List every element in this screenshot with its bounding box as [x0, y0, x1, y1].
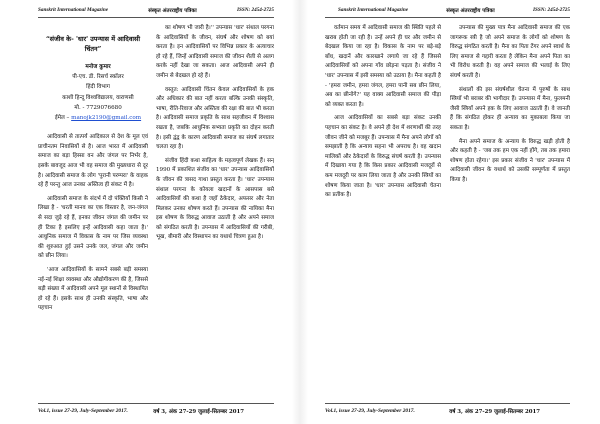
- paragraph: 'आज आदिवासियों के सामने सबसे बड़ी समस्या नई-नई शिक्षा व्यवस्था और औद्योगीकरण की है, जिससे बड़ी संख्या में आदिवासी अपने मूल स्थानों से विस्थापित हो रहे हैं। इसके साथ ही उनकी संस्कृति, भाषा और पहचान: [38, 266, 148, 312]
- text-column-left: [325, 24, 441, 400]
- page-footer: [38, 406, 274, 416]
- text-column-right: [450, 24, 570, 400]
- author-designation: पी-एच. डी. रिसर्च स्कॉलर: [72, 74, 124, 81]
- paragraph: का शोषण भी जारी है।'' उपन्यास 'धार' संथाल परगना के आदिवासियों के जीवन, संघर्ष और शोषण को बयां करता है। इन आदिवासियों पर विभिन्न प्रकार के अत्याचार हो रहे हैं, जिन्हें आदिवासी समाज की जीवन शैली से अलग करके नहीं देखा जा सकता। आज आदिवासी अपने ही जमीन से बेदखल हो रहे हैं।: [156, 25, 274, 79]
- author-mobile: मो. - 7729076680: [74, 104, 122, 111]
- author-block: [38, 62, 148, 123]
- paragraph: आदिवासी से तात्पर्य आदिकाल से देश के मूल एवं प्राचीनतम निवासियों से है। आज भारत में आदिवासी समाज का बड़ा हिस्सा वन और जंगल पर निर्भर है, इसके बावजूद आज भी वह समाज की मुख्यधारा से दूर है। आदिवासी समाज के लोग 'पुरानी परम्परा' के वाहक रहे हैं परन्तु आज उनका अस्तित्व ही संकट में है।: [38, 134, 148, 189]
- paragraph: आदिवासी समाज के संदर्भ में दो पंक्तियाँ किसी ने लिखा है - 'धरती मानव का एक विस्तार है, जन-जंगल से सदा जुड़े रहे हैं, इनका जीवन जंगल की जमीन पर ही टिका है इसलिए इन्हें आदिवासी कहा जाता है।' आधुनिक समाज में विकास के नाम पर जिस व्यवस्था की शुरुआत हुई उसने उनके जल, जंगल और जमीन को छीन लिया।: [38, 195, 148, 260]
- header-divider: [38, 17, 274, 18]
- paragraph: मैना अपने समाज के अन्याय के विरुद्ध खड़ी होती है और कहती है - 'जब तक हम एक नहीं होंगे, तब तक हमारा शोषण होता रहेगा।' इस प्रकार संजीव ने 'धार' उपन्यास में आदिवासी जीवन के यथार्थ को उसकी सम्पूर्णता में प्रस्तुत किया है।: [450, 138, 570, 183]
- text-column-left: [38, 24, 148, 400]
- issn-number: ISSN: 2454-2725: [532, 7, 570, 13]
- page-footer: [325, 406, 570, 416]
- issn-number: ISSN: 2454-2725: [236, 7, 274, 13]
- paragraph: संथालों की इस संघर्षशील चेतना में पुरुषों के साथ स्त्रियाँ भी बराबर की भागीदार हैं। उपन्यास में मैना, फुलमनी जैसी स्त्रियाँ अपने हक के लिए आवाज उठाती हैं। वे जानती हैं कि संगठित होकर ही अन्याय का मुकाबला किया जा सकता है।: [450, 86, 570, 131]
- journal-title-en: Sanskrit International Magazine: [338, 7, 409, 13]
- paragraph: उपन्यास की मुख्य पात्र मैना आदिवासी समाज की एक जागरूक स्त्री है जो अपने समाज के लोगों को शोषण के विरुद्ध संगठित करती है। मैना का पिता टेंगर अपने स्वार्थ के लिए समाज से गद्दारी करता है लेकिन मैना अपने पिता का भी विरोध करती है। वह अपने समाज की भलाई के लिए संघर्ष करती है।: [450, 25, 570, 79]
- page-header: [338, 5, 570, 15]
- article-title: “संजीव के- 'धार' उपन्यास में आदिवासी चिंतन”: [45, 35, 141, 53]
- journal-title-hi: संस्कृत अंतरराष्ट्रीय पत्रिका: [148, 8, 197, 14]
- page-header: [38, 5, 274, 15]
- email-label: ईमेल –: [54, 115, 72, 122]
- header-divider: [325, 17, 570, 18]
- journal-title-en: Sanskrit International Magazine: [38, 7, 109, 13]
- text-column-right: [156, 24, 274, 400]
- footer-divider: [325, 403, 570, 404]
- author-department: हिंदी विभाग: [86, 84, 110, 91]
- journal-title-hi: संस्कृत अंतरराष्ट्रीय पत्रिका: [446, 8, 495, 14]
- volume-issue-en: Vol.1, issue 27-29, July-September 2017.: [325, 408, 415, 414]
- volume-issue-en: Vol.1, issue 27-29, July-September 2017.: [38, 408, 128, 414]
- footer-divider: [38, 403, 274, 404]
- paragraph: आज आदिवासियों का सबसे बड़ा संकट उनकी पहचान का संकट है। वे अपने ही देश में शरणार्थी की तरह जीवन जीने को मजबूर हैं। उपन्यास में मैना अपने लोगों को समझाती है कि अन्याय सहना भी अपराध है। वह खदान मालिकों और ठेकेदारों के विरुद्ध संघर्ष करती है। उपन्यास में दिखाया गया है कि किस प्रकार आदिवासी मजदूरों से कम मजदूरी पर काम लिया जाता है और उनकी स्त्रियों का शोषण किया जाता है। 'धार' उपन्यास आदिवासी चेतना का प्रतीक है।: [325, 115, 441, 199]
- right-page: [300, 0, 600, 424]
- paragraph: वर्तमान समय में आदिवासी समाज की स्थिति पहले से खराब होती जा रही है। उन्हें अपने ही घर और जमीन से बेदखल किया जा रहा है। विकास के नाम पर बड़े-बड़े बाँध, खदानें और कारखाने लगाये जा रहे हैं जिससे आदिवासियों को अपना गाँव छोड़ना पड़ता है। संजीव ने 'धार' उपन्यास में इसी समस्या को उठाया है। मैना कहती है - 'हमरा जमीन, हमरा जंगल, हमरा पानी सब छीन लिया, अब का छीनोगे?' यह वाक्य आदिवासी समाज की पीड़ा को व्यक्त करता है।: [325, 25, 441, 108]
- volume-issue-hi: वर्ष 3, अंक 27-29 जुलाई-सितम्बर 2017: [153, 409, 244, 415]
- author-university: काशी हिन्दू विश्वविद्यालय, वाराणसी: [62, 94, 134, 101]
- author-email-line: [48, 113, 148, 123]
- author-email-link[interactable]: manojk2190@gmail.com: [71, 115, 142, 122]
- paragraph: संजीव हिंदी कथा साहित्य के महत्वपूर्ण लेखक हैं। सन् 1990 में प्रकाशित संजीव का 'धार' उपन्यास आदिवासियों के जीवन की त्रासद गाथा प्रस्तुत करता है। 'धार' उपन्यास संथाल परगना के कोयला खदानों के आसपास बसे आदिवासियों की कथा है जहाँ ठेकेदार, अफसर और नेता मिलकर उनका शोषण करते हैं। उपन्यास की नायिका मैना इस शोषण के विरुद्ध आवाज उठाती है और अपने समाज को संगठित करती है। उपन्यास में आदिवासियों की गरीबी, भूख, बीमारी और विस्थापन का यथार्थ चित्रण हुआ है।: [156, 157, 274, 241]
- author-name: मनोज कुमार: [85, 64, 111, 70]
- paragraph: वस्तुत: आदिवासी चिंतन केवल आदिवासियों के हक और अधिकार की बात नहीं करता बल्कि उनकी संस्कृति, भाषा, रीति-रिवाज और अस्तित्व की रक्षा की बात भी करता है। आदिवासी समाज प्रकृति के साथ सहजीवन में विश्वास रखता है, जबकि आधुनिक सभ्यता प्रकृति का दोहन करती है। इसी द्वंद्व के कारण आदिवासी समाज का संघर्ष लगातार चलता रहा है।: [156, 86, 274, 151]
- volume-issue-hi: वर्ष 3, अंक 27-29 जुलाई-सितम्बर 2017: [449, 409, 540, 415]
